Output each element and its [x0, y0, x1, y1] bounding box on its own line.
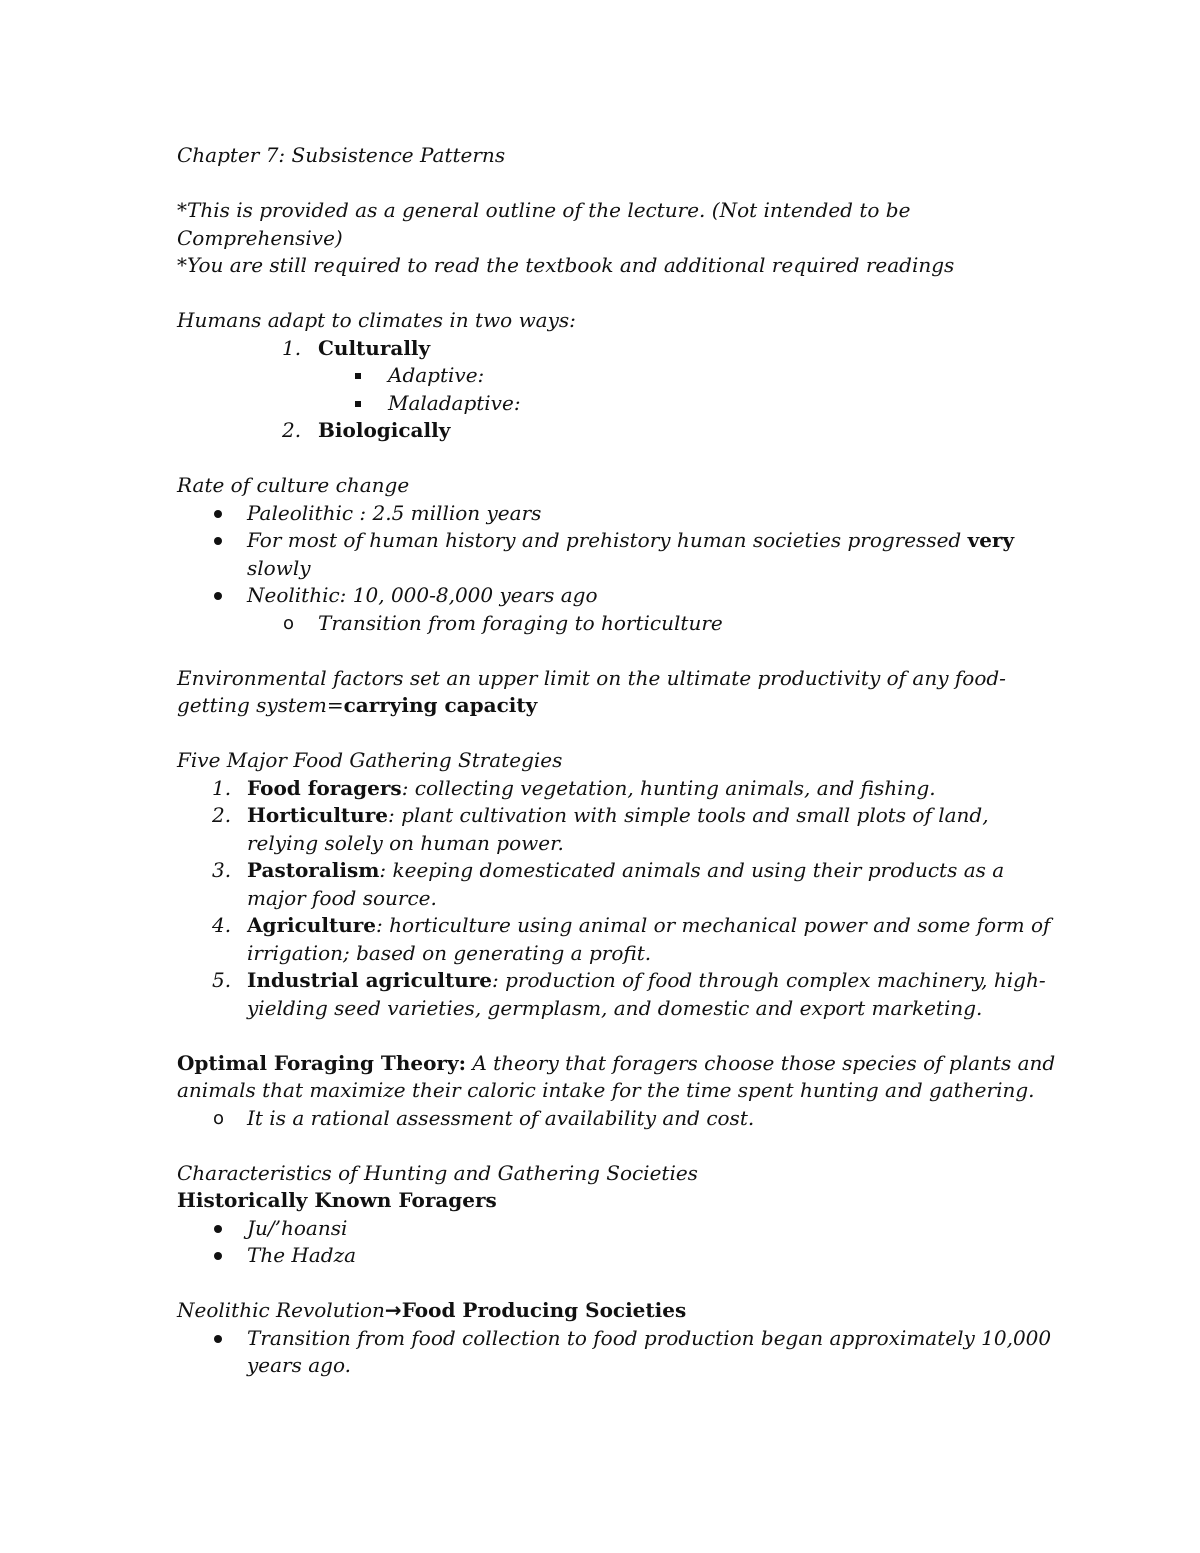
rate-bullet-paleolithic: [177, 500, 1037, 528]
strategy-definition: : production of food through complex machinery, high-: [492, 968, 1046, 992]
strategy-item: [177, 967, 1046, 995]
rate-bullet-text: For most of human history and prehistory human societies progressed: [247, 528, 968, 552]
adapt-item-biologically: [177, 417, 1037, 445]
strategy-item-cont: [177, 940, 1037, 968]
adapt-subitem-label: Maladaptive:: [388, 390, 521, 415]
neo-bullet: [177, 1325, 1052, 1353]
strategy-item: [177, 857, 1037, 885]
hg-heading: Characteristics of Hunting and Gathering Societies: [177, 1160, 698, 1185]
adapt-item-label: Culturally: [318, 335, 431, 360]
chapter-title: Chapter 7: Subsistence Patterns: [177, 143, 506, 167]
hg-bullet: [177, 1242, 1037, 1270]
strategy-definition: irrigation; based on generating a profit.: [247, 940, 652, 965]
hollow-bullet-icon: o: [283, 612, 295, 634]
rate-bullet-emphasis: very: [967, 528, 1015, 552]
strategy-term: Food foragers: [247, 775, 402, 800]
strategy-definition: : keeping domesticated animals and using their products as a: [379, 858, 1005, 882]
round-bullet-icon: [214, 1335, 222, 1343]
neo-heading: [177, 1297, 1037, 1325]
strategy-item: [177, 802, 1037, 830]
rate-subbullet-transition: [177, 610, 1037, 638]
strategy-definition: major food source.: [247, 885, 437, 910]
adapt-item-label: Biologically: [318, 418, 451, 442]
oft-line-1: [177, 1050, 1056, 1078]
rate-bullet-history: [177, 527, 1037, 555]
round-bullet-icon: [214, 1225, 222, 1233]
strategy-term: Horticulture: [247, 803, 388, 827]
adapt-subitem-maladaptive: [177, 390, 1037, 418]
list-number: 2.: [282, 418, 302, 442]
strategies-heading: Five Major Food Gathering Strategies: [177, 748, 563, 772]
document-content: [177, 142, 1056, 1380]
strategy-item-cont: [177, 830, 1037, 858]
hg-bullet: [177, 1215, 1037, 1243]
rate-subbullet-text: Transition from foraging to horticulture: [318, 610, 723, 635]
strategy-term: Agriculture: [247, 913, 376, 937]
neo-bullet-text: years ago.: [247, 1353, 352, 1377]
hg-bullet-text: The Hadza: [247, 1243, 357, 1267]
rate-bullet-text: Paleolithic : 2.5 million years: [247, 500, 542, 525]
right-arrow-icon: →: [384, 1298, 402, 1322]
strategy-item: [177, 775, 1037, 803]
adapt-heading: Humans adapt to climates in two ways:: [177, 308, 576, 332]
list-number: 1.: [282, 335, 302, 360]
rate-bullet-neolithic: [177, 582, 1037, 610]
strategy-definition: : plant cultivation with simple tools and small plots of land,: [387, 803, 989, 827]
adapt-subitem-label: Adaptive:: [388, 363, 485, 387]
strategy-item-cont: [177, 995, 1037, 1023]
list-number: 4.: [212, 913, 232, 937]
adapt-subitem-adaptive: [177, 362, 1037, 390]
env-line-1: Environmental factors set an upper limit on the ultimate productivity of any food-: [177, 665, 1006, 690]
env-text: getting system=: [177, 693, 344, 717]
square-bullet-icon: [355, 401, 361, 407]
rate-bullet-history-cont: [177, 555, 1037, 583]
oft-subbullet-text: It is a rational assessment of availability and cost.: [247, 1105, 755, 1130]
neo-heading-text: Neolithic Revolution: [177, 1298, 385, 1322]
square-bullet-icon: [355, 373, 361, 379]
hg-bullet-text: Ju/’hoansi: [247, 1215, 348, 1240]
neo-bullet-text: Transition from food collection to food production began approximately 10,000: [247, 1325, 1052, 1350]
list-number: 1.: [212, 775, 232, 800]
strategy-definition: yielding seed varieties, germplasm, and domestic and export marketing.: [247, 995, 983, 1020]
disclaimer-line-1b: Comprehensive): [177, 225, 343, 250]
strategy-term: Pastoralism: [247, 858, 380, 882]
list-number: 3.: [212, 858, 232, 882]
strategy-item: [177, 912, 1051, 940]
hg-subheading: Historically Known Foragers: [177, 1188, 497, 1212]
rate-heading: Rate of culture change: [177, 473, 410, 497]
strategy-item-cont: [177, 885, 1037, 913]
neo-heading-bold: Food Producing Societies: [401, 1298, 687, 1322]
round-bullet-icon: [214, 510, 222, 518]
strategy-definition: : collecting vegetation, hunting animals, and fishing.: [401, 775, 936, 800]
hollow-bullet-icon: o: [213, 1107, 225, 1129]
rate-bullet-text: slowly: [247, 555, 311, 580]
strategy-definition: : horticulture using animal or mechanical power and some form of: [376, 913, 1051, 937]
strategy-term: Industrial agriculture: [247, 968, 493, 992]
disclaimer-line-1a: *This is provided as a general outline of the lecture. (Not intended to be: [177, 198, 911, 222]
oft-line-2: animals that maximize their caloric intake for the time spent hunting and gathering.: [177, 1078, 1035, 1102]
disclaimer-line-2: *You are still required to read the textbook and additional required readings: [177, 253, 955, 277]
strategy-definition: relying solely on human power.: [247, 830, 564, 855]
env-line-2: [177, 692, 1037, 720]
round-bullet-icon: [214, 1252, 222, 1260]
neo-bullet-cont: [177, 1352, 1037, 1380]
oft-term: Optimal Foraging Theory:: [177, 1050, 466, 1075]
list-number: 2.: [212, 803, 232, 827]
list-number: 5.: [212, 968, 232, 992]
round-bullet-icon: [214, 537, 222, 545]
round-bullet-icon: [214, 592, 222, 600]
adapt-item-culturally: [177, 335, 1037, 363]
carrying-capacity-term: carrying capacity: [343, 693, 538, 717]
oft-text: A theory that foragers choose those species of plants and: [465, 1050, 1056, 1075]
rate-bullet-text: Neolithic: 10, 000-8,000 years ago: [247, 583, 598, 607]
oft-subbullet: [177, 1105, 1037, 1133]
